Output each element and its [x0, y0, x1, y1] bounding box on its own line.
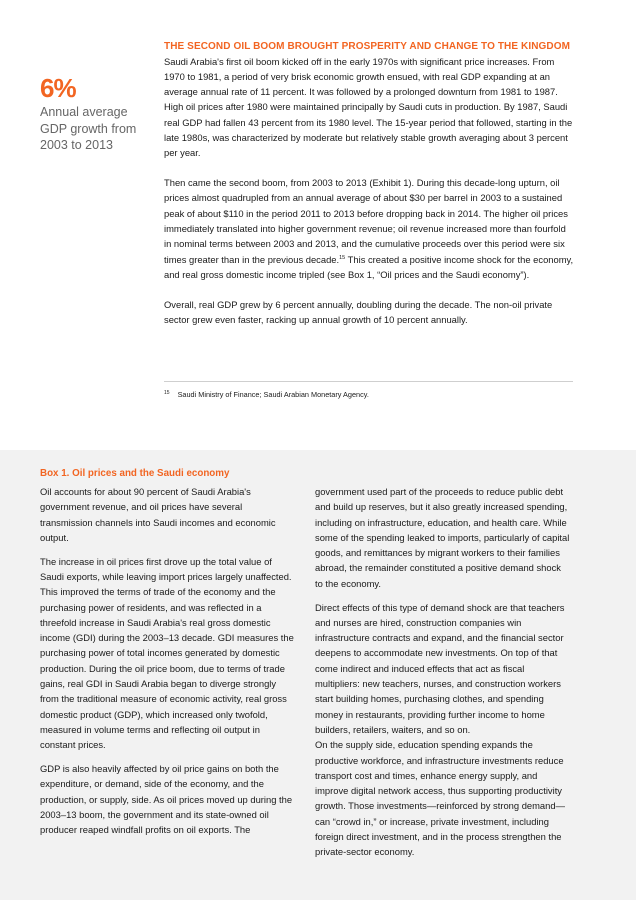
footnote	[164, 390, 574, 400]
box-paragraph: On the supply side, education spending expands the productive workforce, and infrastructure investments reduce transport cost and times, enhance energy supply, and improve digital network access, thus supporting productivity growth. Those investments—reinforced by strong demand—can “crowd in,” or increase, private investment, including foreign direct investment, and in the process strengthen the private-sector economy.	[315, 739, 565, 858]
paragraph-second-boom-text-b: This created a positive income shock for the economy, and real gross domestic income tripled (see Box 1, “Oil prices and the Saudi economy”).	[164, 253, 574, 280]
box-paragraph: government used part of the proceeds to reduce public debt and build up reserves, but it also greatly increased spending, including on infrastructure, education, and health care. While some of the spending leaked to imports, particularly of capital goods, and remittances by migrant workers to their families abroad, the remainder constituted a positive demand shock to the economy.	[315, 486, 570, 589]
main-article	[164, 40, 574, 342]
stat-description: Annual average GDP growth from 2003 to 2013	[40, 105, 137, 152]
box-column-right	[315, 484, 571, 868]
section-heading: THE SECOND OIL BOOM BROUGHT PROSPERITY AND CHANGE TO THE KINGDOM	[164, 41, 571, 52]
box-oil-prices	[0, 450, 636, 900]
paragraph-second-boom-text-a: Then came the second boom, from 2003 to 2013 (Exhibit 1). During this decade-long upturn, oil prices almost quadrupled from an annual average of about $30 per barrel in 2003 to a sustained peak of about $110 in the period 2011 to 2013 before dropping back in 2014. The higher oil prices immediately translated into higher government revenue; oil revenue increased more than fourfold in nominal terms between 2003 and 2013, and the cumulative proceeds over this period were six times greater than in the previous decade.	[164, 177, 568, 265]
footnote-number: 15	[164, 389, 170, 396]
sidebar-stat	[40, 74, 150, 154]
box-title: Box 1. Oil prices and the Saudi economy	[40, 468, 230, 479]
box-paragraph: Oil accounts for about 90 percent of Saudi Arabia's government revenue, and oil prices have several transmission channels into Saudi incomes and economic output.	[40, 486, 276, 543]
footnote-text: Saudi Ministry of Finance; Saudi Arabian Monetary Agency.	[177, 390, 369, 399]
stat-value: 6%	[40, 73, 76, 103]
paragraph-second-boom	[164, 175, 574, 282]
paragraph-overall-growth: Overall, real GDP grew by 6 percent annually, doubling during the decade. The non-oil private sector grew even faster, racking up annual growth of 10 percent annually.	[164, 298, 553, 325]
box-paragraph: GDP is also heavily affected by oil price gains on both the expenditure, or demand, side of the economy, and the production, or supply, side. As oil prices moved up during the 2003–13 boom, the government and its state-owned oil producer reaped windfall profits on oil exports. The	[40, 763, 293, 836]
footnote-ref: 15	[339, 254, 346, 261]
box-column-left	[40, 484, 296, 846]
box-paragraph: The increase in oil prices first drove up the total value of Saudi exports, while leaving import prices largely unaffected. This improved the terms of trade of the economy and the purchasing power of residents, and was reflected in a threefold increase in Saudi Arabia's real gross domestic income (GDI) during the 2003–13 decade. GDI measures the purchasing power of total incomes generated by domestic production. During the oil price boom, due to terms of trade gains, real GDI in Saudi Arabia began to diverge strongly from the traditional measure of economic activity, real gross domestic product (GDP), which increased only twofold, measured in volume terms and reflecting oil output in constant prices.	[40, 555, 294, 751]
paragraph-first-boom: Saudi Arabia's first oil boom kicked off in the early 1970s with significant price increases. From 1970 to 1981, a period of very brisk economic growth ensued, with real GDP expanding at an average annual rate of 11 percent. It was followed by a prolonged downturn from 1981 to 1987. High oil prices after 1980 were maintained principally by Saudi cuts in production. By 1987, Saudi real GDP had fallen 43 percent from its 1980 level. The 15-year period that followed, starting in the late 1980s, was characterized by moderate but relatively stable growth averaging about 3 percent per year.	[164, 55, 573, 159]
box-paragraph: Direct effects of this type of demand shock are that teachers and nurses are hired, construction companies win infrastructure contracts and expand, and the financial sector deepens to accommodate new investments. On top of that come indirect and induced effects that act as fiscal multipliers: new teachers, nurses, and construction workers start building homes, purchasing clothes, and spending money in restaurants, providing further income to home builders, retailers, waiters, and so on.	[315, 601, 565, 735]
footnote-divider	[164, 381, 573, 382]
